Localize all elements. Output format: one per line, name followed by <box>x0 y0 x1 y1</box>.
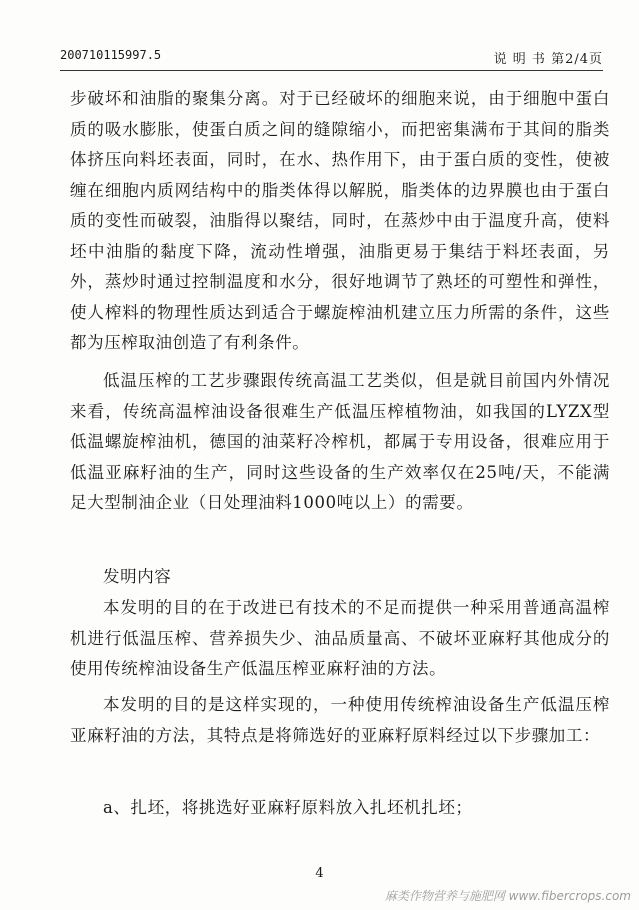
page-number: 4 <box>315 866 324 881</box>
header-divider <box>60 70 603 71</box>
section-heading <box>70 562 610 593</box>
site-watermark: 麻类作物营养与施肥网 www.fibercrops.com <box>384 889 631 903</box>
paragraph-1-text: 步破坏和油脂的聚集分离。对于已经破坏的细胞来说，由于细胞中蛋白质的吸水膨胀，使蛋白质之间的缝隙缩小，而把密集满布于其间的脂类体挤压向料坯表面，同时，在水、热作用下，由于蛋白质的变性，使被缠在细胞内质网结构中的脂类体得以解脱，脂类体的边界膜也由于蛋白质的变性而破裂，油脂得以聚结，同时，在蒸炒中由于温度升高，使料坯中油脂的黏度下降，流动性增强，油脂更易于集结于料坯表面，另外，蒸炒时通过控制温度和水分，很好地调节了熟坯的可塑性和弹性，使人榨料的物理性质达到适合于螺旋榨油机建立压力所需的条件，这些都为压榨取油创造了有利条件。 <box>70 89 610 352</box>
paragraph-3 <box>70 593 610 685</box>
paragraph-1 <box>70 84 610 359</box>
paragraph-3-text: 本发明的目的在于改进已有技术的不足而提供一种采用普通高温榨机进行低温压榨、营养损失少、油品质量高、不破坏亚麻籽其他成分的使用传统榨油设备生产低温压榨亚麻籽油的方法。 <box>70 598 610 678</box>
paragraph-4 <box>70 690 610 751</box>
page-header <box>60 46 603 68</box>
application-number: 200710115997.5 <box>60 48 162 62</box>
paragraph-2-text: 低温压榨的工艺步骤跟传统高温工艺类似，但是就目前国内外情况来看，传统高温榨油设备很难生产低温压榨植物油，如我国的LYZX型低温螺旋榨油机，德国的油菜籽冷榨机，都属于专用设备，很难应用于低温亚麻籽油的生产，同时这些设备的生产效率仅在25吨/天，不能满足大型制油企业（日处理油料1000吨以上）的需要。 <box>70 371 610 512</box>
section-label: 说 明 书 第2/4页 <box>493 52 603 67</box>
step-a <box>70 793 610 824</box>
paragraph-4-text: 本发明的目的是这样实现的，一种使用传统榨油设备生产低温压榨亚麻籽油的方法，其特点是将筛选好的亚麻籽原料经过以下步骤加工： <box>70 695 610 745</box>
paragraph-2 <box>70 366 610 519</box>
section-heading-text: 发明内容 <box>103 567 172 586</box>
step-a-text: a、扎坯，将挑选好亚麻籽原料放入扎坯机扎坯； <box>103 798 473 817</box>
